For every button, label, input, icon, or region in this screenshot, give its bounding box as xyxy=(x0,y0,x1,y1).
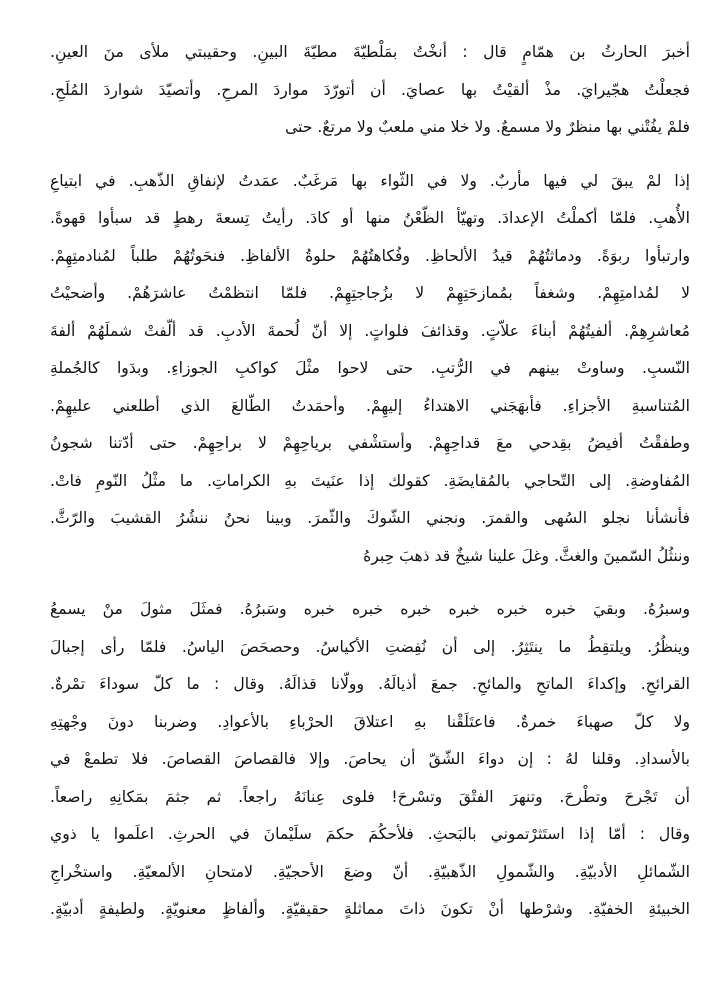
text-line: الشّمائلِ الأدبيّةِ. والشّمولِ الذّهبيّةِ. أنّ وضعَ الأحجيّةِ. لامتحانِ الألمعيّةِ. واستخْراجِ xyxy=(50,862,690,881)
text-line: أن تَجْرحَ وتطْرحَ. وتنهرَ الفتْقَ وتسْرحَ! فلوى عِنانَهُ راجعاً. ثم جثمَ بمَكانِهِ راصعاً. xyxy=(50,787,690,806)
paragraph-2 xyxy=(50,163,690,576)
paragraph-3 xyxy=(50,591,690,929)
text-line: المُتناسبةِ الأجزاءِ. فأبهَجَني الاهتداءُ إليهِمْ. وأحمَدتُ الطّالعَ الذي أطلعني عليهِمْ. xyxy=(50,396,690,415)
text-line: إذا لمْ يبقَ لي فيها مأربٌ. ولا في الثّواء بها مَرغَبٌ. عمَدتُ لإنفاقِ الذّهبِ. في ابتياعِ xyxy=(50,171,690,190)
text-line: ولا كلّ صهباءَ خمرةٌ. فاعتَلَقْنا بهِ اعتلاقَ الحرْباءِ بالأعوادِ. وضربنا دونَ وجْهتِهِ xyxy=(50,712,690,731)
paragraph-1 xyxy=(50,34,690,147)
text-line: القرائحِ. وإكداءَ الماتحِ والمائحِ. جمعَ أذيالَهُ. وولّانا قذالَهُ. وقال : ما كلّ سوداءَ تمْرةٌ. xyxy=(50,675,690,693)
paragraph-gap xyxy=(50,147,690,163)
text-line: أخبرَ الحارثُ بن همّامٍ قال : أنخْتُ بمَلْطيّةَ مطيّةَ البينِ. وحقيبتي ملأى منَ العينِ. xyxy=(50,43,690,61)
paragraph-gap xyxy=(50,575,690,591)
text-line: فأنشأنا نجلو السُهى والقمرَ. ونجني الشّوكَ والثّمرَ. وبينا نحنُ ننشُرُ القشيبَ والرّثَّ. xyxy=(50,509,690,527)
text-line: وقال : أمّا إذا استَثرْتموني بالبَحثِ. فلأحكُمَ حكمَ سلَيْمانَ في الحرثِ. اعلَموا يا ذوي xyxy=(50,825,690,843)
text-line: وينظُرُ. ويلتقِطُ ما ينتَثِرُ. إلى أن نُفِضتِ الأكياسُ. وحصحَصَ الياسُ. فلمّا رأى إجبالَ xyxy=(50,637,690,656)
text-line: بالأسدادِ. وقلنا لهُ : إن دواءَ الشّقّ أن يحاصَ. وإلا فالقصاصَ القصاصَ. فلا تطمعْ في xyxy=(50,750,690,768)
text-line: المُفاوضةِ. إلى التّحاجي بالمُقايضَةِ. كقولك إذا عنَيتَ بهِ الكراماتِ. ما مثْلُ النّومِ فاتْ. xyxy=(50,471,690,490)
text-line: وسبرُهُ. وبقيَ خبره خبره خبره خبره خبره خبره وسَبرُهُ. فمثَلَ مثولَ منْ يسمعُ xyxy=(50,600,690,618)
text-line: الخبيئةِ الخفيّةِ. وشرْطها أنْ تكونَ ذاتَ مماثلةٍ حقيقيّةٍ. وألفاظٍ معنويّةٍ. ولطيفةٍ أدبيّةٍ. xyxy=(50,900,690,918)
text-line: وطفقْتُ أفيضُ بقِدحي معَ قداحِهِمْ. وأستشْفي برياحِهِمْ لا براحِهِمْ. حتى أدّتنا شجونُ xyxy=(50,434,690,452)
text-line: لا لمُدامتِهِمْ. وشغفاً بمُمازحَتِهِمْ لا بزُجاجتِهِمْ. فلمّا انتظمْتُ عاشرَهُمْ. وأضحيْتُ xyxy=(50,284,690,302)
text-line: مُعاشرِهِمْ. ألفيتُهُمْ أبناءَ علاّتٍ. وقذائفَ فلواتٍ. إلا أنّ لُحمةَ الأدبِ. قد ألّفتْ شملَهُمْ ألفةَ xyxy=(50,321,690,340)
text-line: وارتبأوا ربوَةً. ودماثتُهُمْ قيدُ الألحاظِ. وفُكاهتُهُمْ حلوةُ الألفاظِ. فنحَوتُهُمْ طلباً لمُنادمتِهِمْ. xyxy=(50,246,690,265)
text-line: وننثُلُ السّمينَ والغثَّ. وغلَ علينا شيخٌ قد ذهبَ حِبرهُ xyxy=(363,546,690,565)
text-line: النّسبِ. وساوتْ بينهم في الرُّتبِ. حتى لاحوا مثْلَ كواكبِ الجوزاءِ. وبدَوا كالجُملةِ xyxy=(50,359,690,377)
text-line: الأُهبِ. فلمّا أكملْتُ الإعدادَ. وتهيّأ الظّعْنُ منها أو كادَ. رأيتُ تِسعةَ رهطٍ قد سبأوا قهوةً. xyxy=(50,209,690,227)
text-line: فجعلْتُ هجّيرايَ. مذْ ألقيْتُ بها عصايَ. أن أتورّدَ مواردَ المرحِ. وأتصيّدَ شواردَ المُلَحِ. xyxy=(50,80,690,99)
document-page xyxy=(50,34,690,974)
text-line: فلمْ يفُتْني بها منظرٌ ولا مسمعٌ. ولا خلا مني ملعبٌ ولا مرتعٌ. حتى xyxy=(285,118,690,136)
